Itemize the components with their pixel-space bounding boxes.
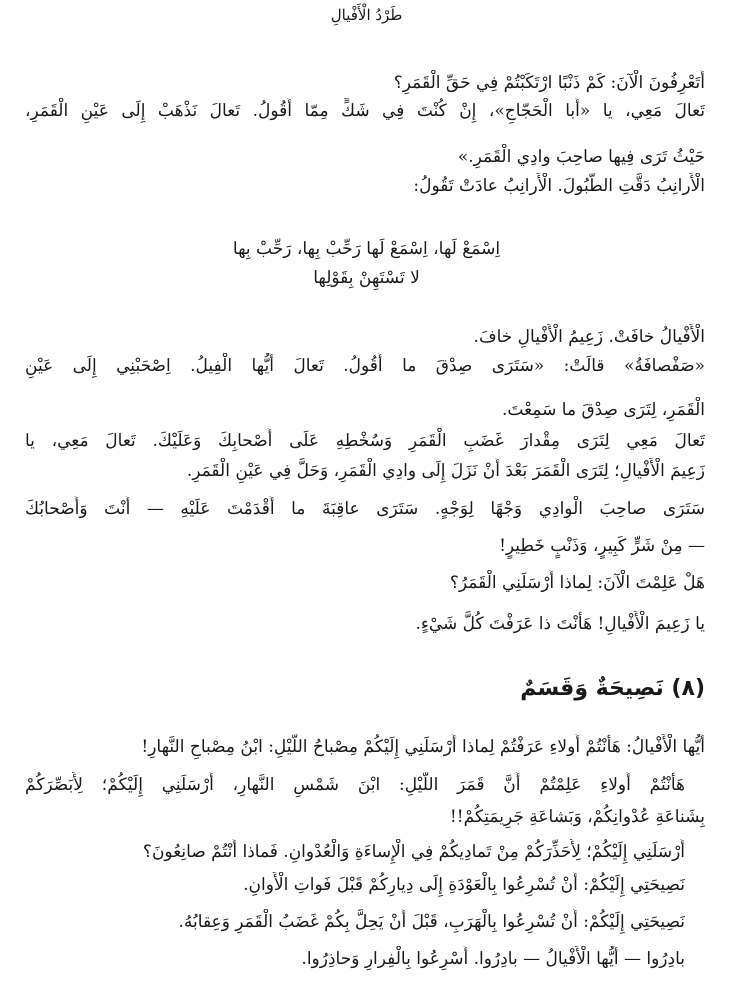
verse-line: لا تَسْتَهِنْ بِقَوْلِها: [313, 268, 420, 288]
paragraph-line: هَأَنْتُمْ أُولاءِ عَلِمْتُمْ أَنَّ قَمَرَ اللَّيْلِ: ابْنَ شَمْسِ النَّهارِ، أَرْسَلَنِي إِلَيْكُمْ؛ لِأُبَصِّرَكُمْ: [25, 775, 685, 795]
paragraph-line: الْأَرانِبُ دَقَّتِ الطُّبُولَ. الْأَرانِبُ عادَتْ تَقُولُ:: [413, 176, 705, 196]
paragraph-line: تَعالَ مَعِي لِتَرَى مِقْدارَ غَضَبِ الْقَمَرِ وَسُخْطِهِ عَلَى أَصْحابِكَ وَعَلَيْكَ. تَعالَ مَعِي، يا: [25, 431, 705, 451]
paragraph-line: الْأَفْيالُ خافَتْ. زَعِيمُ الْأَفْيالِ خافَ.: [473, 327, 705, 347]
paragraph-line: أَرْسَلَنِي إِلَيْكُمْ؛ لِأُحَذِّرَكُمْ مِنْ تَمادِيكُمْ فِي الْإِساءَةِ وَالْعُدْوانِ. فَماذا أَنْتُمْ صانِعُونَ؟: [142, 842, 685, 862]
paragraph-line: هَلْ عَلِمْتَ الْآنَ: لِماذا أَرْسَلَنِي الْقَمَرُ؟: [449, 573, 705, 593]
paragraph-line: — مِنْ شَرٍّ كَبِيرٍ، وَذَنْبٍ خَطِيرٍ!: [499, 536, 705, 556]
paragraph-line: أَيُّها الْأَفْيالُ: هَأَنْتُمْ أُولاءِ عَرَفْتُمْ لِماذا أَرْسَلَنِي إِلَيْكُمْ مِصْباحُ اللَّيْلِ: ابْنُ مِصْباحِ النَّهارِ!: [141, 737, 705, 757]
paragraph-line: تَعالَ مَعِي، يا «أَبا الْحَجّاجِ»، إِنْ كُنْتَ فِي شَكٍّ مِمّا أَقُولُ. تَعالَ نَذْهَبْ إِلَى عَيْنِ الْقَمَرِ،: [25, 101, 705, 121]
paragraph-line: يا زَعِيمَ الْأَفْيالِ! هَأَنْتَ ذا عَرَفْتَ كُلَّ شَيْءٍ.: [415, 614, 705, 634]
running-header: طَرْدُ الْأَفْيالِ: [330, 6, 403, 24]
paragraph-line: سَتَرَى صاحِبَ الْوادِي وَجْهًا لِوَجْهٍ. سَتَرَى عاقِبَةَ ما أَقْدَمْتَ عَلَيْهِ — أَنْتَ وَأَصْحابُكَ: [25, 499, 705, 519]
paragraph-line: «صَفْصافَةُ» قالَتْ: «سَتَرَى صِدْقَ ما أَقُولُ. تَعالَ أَيُّها الْفِيلُ. اِصْحَبْنِي إِلَى عَيْنِ: [25, 356, 705, 376]
section-heading: (٨) نَصِيحَةٌ وَقَسَمٌ: [520, 676, 705, 701]
paragraph-line: الْقَمَرِ، لِتَرَى صِدْقَ ما سَمِعْتَ.: [501, 400, 705, 420]
paragraph-line: حَيْثُ تَرَى فِيها صاحِبَ وادِي الْقَمَرِ.»: [457, 147, 705, 167]
paragraph-line: بِشَناعَةِ عُدْوانِكُمْ، وَبَشاعَةِ جَرِيمَتِكُمْ!!: [449, 807, 705, 827]
verse-line: اِسْمَعْ لَها، اِسْمَعْ لَها رَحِّبْ بِها، رَحِّبْ بِها: [232, 239, 501, 259]
paragraph-line: زَعِيمَ الْأَفْيالِ؛ لِتَرَى الْقَمَرَ بَعْدَ أَنْ نَزَلَ إِلَى وادِي الْقَمَرِ، وَحَلَّ فِي عَيْنِ الْقَمَرِ.: [186, 461, 705, 481]
paragraph-line: نَصِيحَتِي إِلَيْكُمْ: أَنْ تُسْرِعُوا بِالْهَرَبِ، قَبْلَ أَنْ يَحِلَّ بِكُمْ غَضَبُ الْقَمَرِ وَعِقابُهُ.: [178, 912, 685, 932]
paragraph-line: أَتَعْرِفُونَ الْآنَ: كَمْ ذَنْبًا ارْتَكَبْتُمْ فِي حَقِّ الْقَمَرِ؟: [393, 73, 705, 93]
paragraph-line: نَصِيحَتِي إِلَيْكُمْ: أَنْ تُسْرِعُوا بِالْعَوْدَةِ إِلَى دِيارِكُمْ قَبْلَ فَواتِ الْأَوانِ.: [243, 875, 685, 895]
paragraph-line: بادِرُوا — أَيُّها الْأَفْيالُ — بادِرُوا. أَسْرِعُوا بِالْفِرارِ وَحاذِرُوا.: [301, 949, 685, 969]
